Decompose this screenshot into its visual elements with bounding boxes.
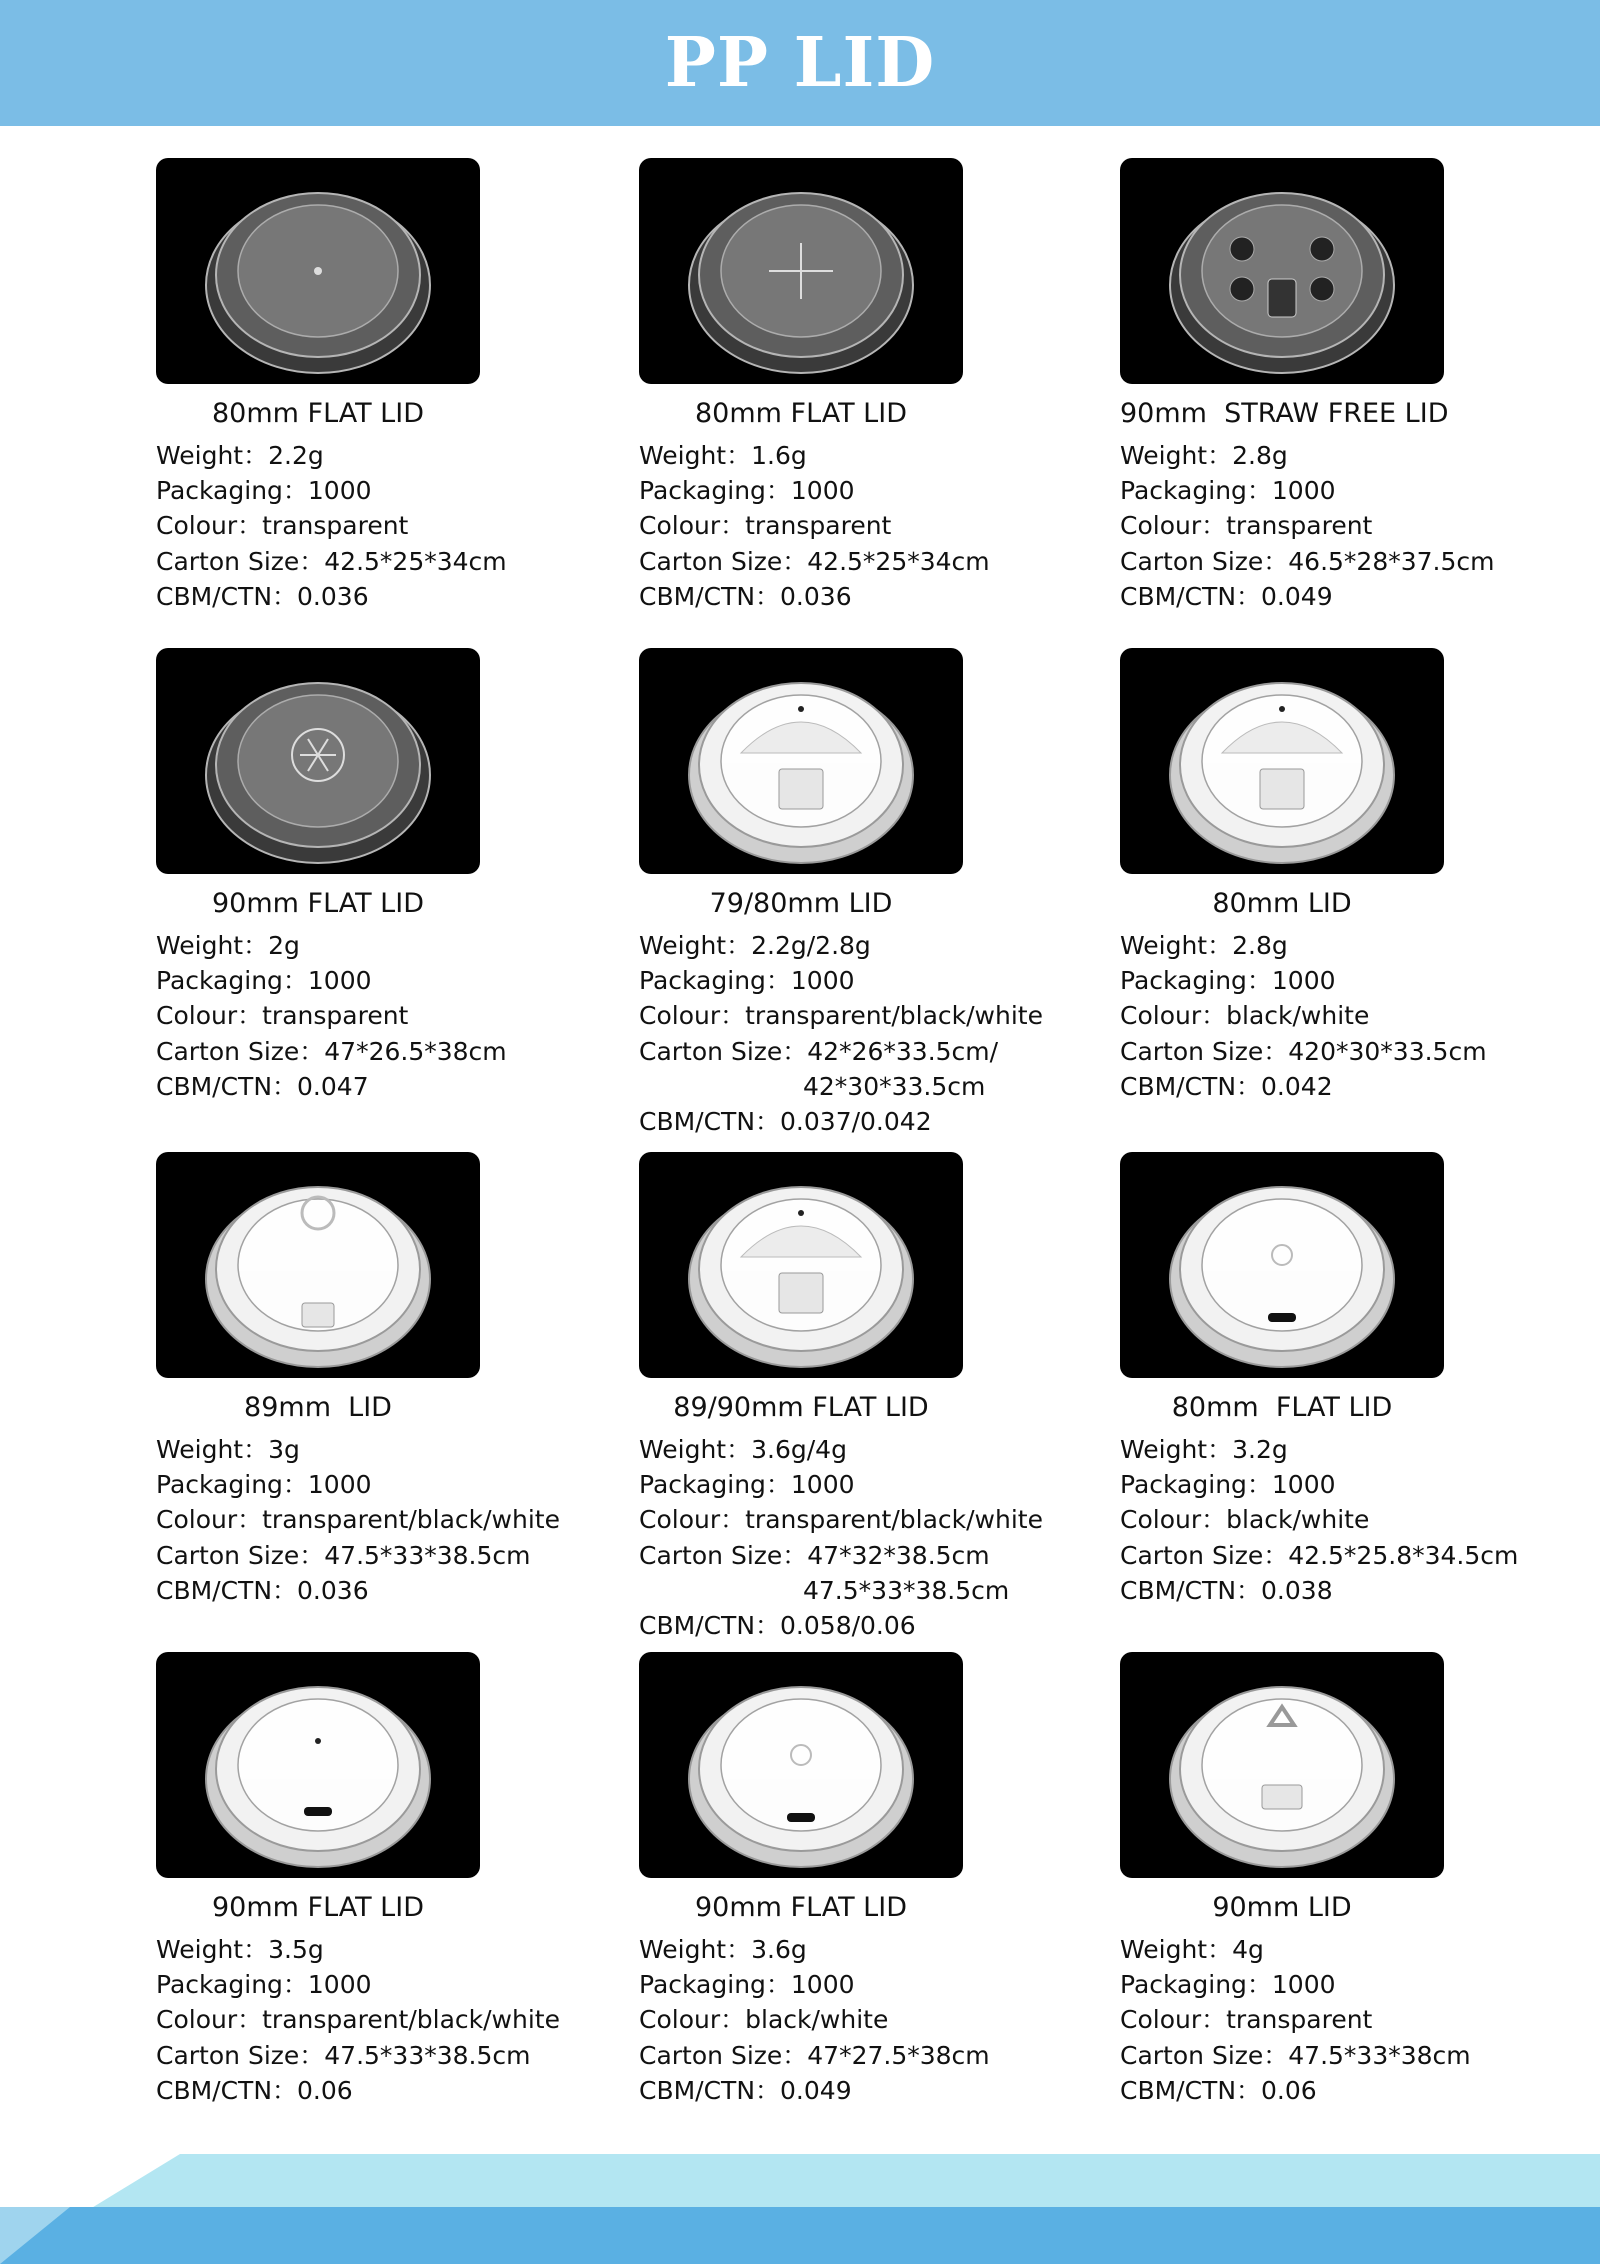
- spec-label-packaging: Packaging：: [639, 476, 791, 506]
- spec-colour: [639, 1502, 1109, 1537]
- product-specs: [1120, 438, 1590, 614]
- product-specs: [156, 1432, 626, 1608]
- spec-colour: [156, 2002, 626, 2037]
- spec-packaging: [639, 473, 1109, 508]
- spec-label-carton-size: Carton Size：: [156, 1036, 325, 1066]
- product-specs: [156, 928, 626, 1104]
- spec-carton-size: [156, 2038, 626, 2073]
- spec-value-carton-size: 42.5*25*34cm: [324, 546, 507, 576]
- spec-label-packaging: Packaging：: [639, 966, 791, 996]
- spec-value-cbm: 0.047: [297, 1071, 369, 1101]
- spec-weight: [1120, 928, 1590, 963]
- spec-value-carton-size: 42.5*25.8*34.5cm: [1288, 1540, 1519, 1570]
- spec-value-cbm: 0.038: [1261, 1575, 1333, 1605]
- spec-cbm: [639, 579, 1109, 614]
- product-card: [639, 158, 1109, 614]
- spec-colour: [156, 998, 626, 1033]
- spec-value-colour: transparent: [262, 511, 409, 541]
- spec-label-weight: Weight：: [156, 931, 269, 960]
- white-hot-contents-lid-photo-2: [639, 1652, 963, 1878]
- spec-weight: [639, 1432, 1109, 1467]
- spec-cbm: [1120, 579, 1590, 614]
- spec-label-colour: Colour：: [1120, 1505, 1227, 1535]
- spec-cbm: [156, 1069, 626, 1104]
- spec-value-colour: transparent: [1226, 2005, 1373, 2035]
- white-dome-sip-lid-photo: [1120, 648, 1444, 874]
- spec-packaging: [639, 1467, 1109, 1502]
- product-card: [156, 1152, 626, 1608]
- spec-value-carton-size: 47.5*33*38cm: [1288, 2040, 1471, 2070]
- spec-label-packaging: Packaging：: [1120, 1470, 1272, 1500]
- spec-weight: [639, 928, 1109, 963]
- spec-colour: [1120, 998, 1590, 1033]
- spec-carton-size: [156, 544, 626, 579]
- product-specs: [639, 928, 1109, 1139]
- spec-weight: [156, 928, 626, 963]
- spec-value-colour: transparent: [745, 511, 892, 541]
- spec-label-colour: Colour：: [156, 511, 263, 541]
- spec-label-cbm: CBM/CTN：: [639, 2075, 781, 2105]
- spec-label-packaging: Packaging：: [639, 1970, 791, 2000]
- clear-flat-lid-cross-photo: [639, 158, 963, 384]
- spec-label-weight: Weight：: [639, 441, 752, 470]
- spec-value-weight: 1.6g: [751, 441, 807, 470]
- product-card: [1120, 648, 1590, 1104]
- spec-label-colour: Colour：: [1120, 1001, 1227, 1031]
- spec-label-colour: Colour：: [1120, 2005, 1227, 2035]
- spec-label-packaging: Packaging：: [156, 476, 308, 506]
- spec-value-weight: 2.2g: [268, 441, 324, 470]
- spec-weight: [1120, 438, 1590, 473]
- spec-weight: [1120, 1432, 1590, 1467]
- spec-value-cbm: 0.06: [297, 2075, 353, 2105]
- spec-value-colour: black/white: [1226, 1001, 1370, 1031]
- product-specs: [1120, 928, 1590, 1104]
- spec-value-cbm: 0.036: [297, 1575, 369, 1605]
- spec-value-packaging: 1000: [1271, 966, 1336, 996]
- spec-label-colour: Colour：: [639, 511, 746, 541]
- product-title: 80mm FLAT LID: [1171, 1392, 1393, 1423]
- spec-label-weight: Weight：: [1120, 441, 1233, 470]
- spec-cbm: [639, 2073, 1109, 2108]
- spec-value-carton-size: 420*30*33.5cm: [1288, 1036, 1487, 1066]
- spec-value-packaging: 1000: [790, 1970, 855, 2000]
- spec-value-carton-size: 47*26.5*38cm: [324, 1036, 507, 1066]
- white-dome-sip-lid-photo-2: [639, 1152, 963, 1378]
- spec-carton-size: [156, 1538, 626, 1573]
- spec-label-packaging: Packaging：: [156, 1470, 308, 1500]
- spec-label-cbm: CBM/CTN：: [1120, 581, 1262, 611]
- clear-flat-lid-photo: [156, 158, 480, 384]
- spec-colour: [1120, 2002, 1590, 2037]
- product-title: 80mm FLAT LID: [212, 398, 424, 429]
- spec-weight: [156, 438, 626, 473]
- spec-label-cbm: CBM/CTN：: [1120, 1071, 1262, 1101]
- spec-cbm: [1120, 2073, 1590, 2108]
- spec-label-carton-size: Carton Size：: [156, 1540, 325, 1570]
- product-specs: [156, 438, 626, 614]
- spec-value-weight: 3.5g: [268, 1935, 324, 1964]
- product-title: 79/80mm LID: [709, 888, 893, 919]
- spec-label-packaging: Packaging：: [639, 1470, 791, 1500]
- spec-carton-size: [639, 1034, 1109, 1069]
- spec-value-packaging: 1000: [1271, 476, 1336, 506]
- spec-label-colour: Colour：: [156, 1505, 263, 1535]
- product-title: 90mm STRAW FREE LID: [1120, 398, 1449, 429]
- spec-label-colour: Colour：: [639, 1505, 746, 1535]
- spec-packaging: [639, 963, 1109, 998]
- spec-colour: [1120, 508, 1590, 543]
- spec-label-carton-size: Carton Size：: [1120, 546, 1289, 576]
- spec-cbm: [156, 1573, 626, 1608]
- product-card: [156, 158, 626, 614]
- spec-label-cbm: CBM/CTN：: [639, 1611, 781, 1641]
- spec-value-cbm: 0.037/0.042: [780, 1107, 932, 1137]
- spec-value-colour: transparent/black/white: [262, 2005, 560, 2035]
- spec-label-weight: Weight：: [639, 1935, 752, 1964]
- spec-weight: [639, 438, 1109, 473]
- spec-cbm: [1120, 1573, 1590, 1608]
- spec-weight: [156, 1432, 626, 1467]
- spec-label-carton-size: Carton Size：: [1120, 1036, 1289, 1066]
- product-specs: [1120, 1432, 1590, 1608]
- spec-value-carton-size-2: 42*30*33.5cm: [803, 1071, 986, 1101]
- spec-value-carton-size-2: 47.5*33*38.5cm: [803, 1575, 1010, 1605]
- spec-label-cbm: CBM/CTN：: [1120, 1575, 1262, 1605]
- product-specs: [156, 1932, 626, 2108]
- spec-packaging: [639, 1967, 1109, 2002]
- spec-value-weight: 3.2g: [1232, 1435, 1288, 1464]
- spec-value-cbm: 0.036: [780, 581, 852, 611]
- spec-value-weight: 3g: [268, 1435, 300, 1464]
- spec-weight: [639, 1932, 1109, 1967]
- spec-value-carton-size: 47*32*38.5cm: [807, 1540, 990, 1570]
- spec-value-packaging: 1000: [1271, 1470, 1336, 1500]
- spec-label-weight: Weight：: [639, 1435, 752, 1464]
- spec-label-colour: Colour：: [639, 1001, 746, 1031]
- spec-value-cbm: 0.06: [1261, 2075, 1317, 2105]
- spec-colour: [639, 508, 1109, 543]
- spec-value-carton-size: 42*26*33.5cm/: [807, 1036, 999, 1066]
- spec-value-packaging: 1000: [307, 476, 372, 506]
- product-card: [1120, 1152, 1590, 1608]
- spec-label-carton-size: Carton Size：: [1120, 1540, 1289, 1570]
- spec-label-weight: Weight：: [1120, 931, 1233, 960]
- spec-packaging: [156, 1967, 626, 2002]
- spec-label-packaging: Packaging：: [1120, 966, 1272, 996]
- product-card: [639, 1152, 1109, 1643]
- white-sip-lid-photo: [639, 648, 963, 874]
- product-title: 90mm LID: [1212, 1892, 1352, 1923]
- spec-packaging: [1120, 1467, 1590, 1502]
- white-hot-contents-lid-photo: [1120, 1152, 1444, 1378]
- spec-label-colour: Colour：: [156, 1001, 263, 1031]
- spec-label-carton-size: Carton Size：: [639, 1036, 808, 1066]
- spec-label-weight: Weight：: [1120, 1935, 1233, 1964]
- spec-label-packaging: Packaging：: [156, 966, 308, 996]
- spec-value-weight: 3.6g: [751, 1935, 807, 1964]
- spec-value-colour: black/white: [745, 2005, 889, 2035]
- spec-packaging: [156, 963, 626, 998]
- spec-label-weight: Weight：: [156, 441, 269, 470]
- spec-label-weight: Weight：: [639, 931, 752, 960]
- spec-value-cbm: 0.049: [780, 2075, 852, 2105]
- spec-label-colour: Colour：: [639, 2005, 746, 2035]
- spec-carton-size: [1120, 1034, 1590, 1069]
- spec-carton-size: [1120, 544, 1590, 579]
- spec-label-cbm: CBM/CTN：: [639, 1107, 781, 1137]
- spec-value-carton-size: 46.5*28*37.5cm: [1288, 546, 1495, 576]
- spec-value-cbm: 0.049: [1261, 581, 1333, 611]
- spec-value-weight: 2.8g: [1232, 931, 1288, 960]
- spec-value-weight: 3.6g/4g: [751, 1435, 847, 1464]
- spec-carton-size-2: [639, 1069, 1109, 1104]
- product-card: [156, 648, 626, 1104]
- spec-cbm: [156, 2073, 626, 2108]
- spec-value-weight: 2g: [268, 931, 300, 960]
- white-dome-lid-photo: [156, 1652, 480, 1878]
- spec-weight: [1120, 1932, 1590, 1967]
- page-title: PP LID: [664, 23, 936, 103]
- product-card: [1120, 1652, 1590, 2108]
- white-dome-tab-lid-photo: [1120, 1652, 1444, 1878]
- spec-label-cbm: CBM/CTN：: [156, 1575, 298, 1605]
- spec-label-carton-size: Carton Size：: [156, 2040, 325, 2070]
- spec-value-carton-size: 47*27.5*38cm: [807, 2040, 990, 2070]
- spec-cbm: [639, 1608, 1109, 1643]
- spec-carton-size: [156, 1034, 626, 1069]
- spec-packaging: [156, 473, 626, 508]
- spec-weight: [156, 1932, 626, 1967]
- spec-label-packaging: Packaging：: [1120, 476, 1272, 506]
- spec-label-carton-size: Carton Size：: [1120, 2040, 1289, 2070]
- product-title: 90mm FLAT LID: [212, 888, 424, 919]
- spec-label-cbm: CBM/CTN：: [639, 581, 781, 611]
- spec-carton-size-2: [639, 1573, 1109, 1608]
- spec-cbm: [1120, 1069, 1590, 1104]
- product-title: 89/90mm FLAT LID: [673, 1392, 929, 1423]
- spec-value-carton-size: 47.5*33*38.5cm: [324, 2040, 531, 2070]
- spec-value-carton-size: 42.5*25*34cm: [807, 546, 990, 576]
- spec-value-packaging: 1000: [307, 1970, 372, 2000]
- spec-value-colour: black/white: [1226, 1505, 1370, 1535]
- spec-carton-size: [1120, 1538, 1590, 1573]
- product-title: 80mm FLAT LID: [695, 398, 907, 429]
- product-title: 80mm LID: [1212, 888, 1352, 919]
- product-title: 90mm FLAT LID: [695, 1892, 907, 1923]
- spec-value-weight: 2.8g: [1232, 441, 1288, 470]
- spec-label-carton-size: Carton Size：: [639, 546, 808, 576]
- spec-packaging: [1120, 473, 1590, 508]
- white-round-sip-lid-photo: [156, 1152, 480, 1378]
- spec-label-carton-size: Carton Size：: [639, 1540, 808, 1570]
- spec-carton-size: [1120, 2038, 1590, 2073]
- spec-label-weight: Weight：: [156, 1435, 269, 1464]
- spec-label-weight: Weight：: [1120, 1435, 1233, 1464]
- spec-packaging: [1120, 1967, 1590, 2002]
- spec-label-carton-size: Carton Size：: [639, 2040, 808, 2070]
- spec-label-carton-size: Carton Size：: [156, 546, 325, 576]
- clear-straw-free-lid-photo: [1120, 158, 1444, 384]
- spec-colour: [639, 998, 1109, 1033]
- spec-label-colour: Colour：: [156, 2005, 263, 2035]
- spec-value-cbm: 0.058/0.06: [780, 1611, 916, 1641]
- page-header: [0, 0, 1600, 126]
- product-specs: [1120, 1932, 1590, 2108]
- spec-carton-size: [639, 2038, 1109, 2073]
- spec-value-carton-size: 47.5*33*38.5cm: [324, 1540, 531, 1570]
- spec-label-colour: Colour：: [1120, 511, 1227, 541]
- spec-label-packaging: Packaging：: [1120, 1970, 1272, 2000]
- spec-value-cbm: 0.036: [297, 581, 369, 611]
- spec-value-weight: 4g: [1232, 1935, 1264, 1964]
- spec-value-colour: transparent: [262, 1001, 409, 1031]
- product-title: 89mm LID: [244, 1392, 392, 1423]
- spec-label-cbm: CBM/CTN：: [156, 2075, 298, 2105]
- spec-value-colour: transparent/black/white: [745, 1505, 1043, 1535]
- product-specs: [639, 1932, 1109, 2108]
- spec-value-colour: transparent/black/white: [745, 1001, 1043, 1031]
- spec-label-weight: Weight：: [156, 1935, 269, 1964]
- product-specs: [639, 1432, 1109, 1643]
- spec-colour: [156, 508, 626, 543]
- spec-label-packaging: Packaging：: [156, 1970, 308, 2000]
- spec-value-packaging: 1000: [790, 966, 855, 996]
- spec-packaging: [156, 1467, 626, 1502]
- footer-band-dark: [0, 2207, 1600, 2264]
- spec-carton-size: [639, 1538, 1109, 1573]
- spec-colour: [156, 1502, 626, 1537]
- spec-cbm: [156, 579, 626, 614]
- spec-value-packaging: 1000: [790, 1470, 855, 1500]
- spec-value-cbm: 0.042: [1261, 1071, 1333, 1101]
- spec-value-packaging: 1000: [307, 966, 372, 996]
- spec-value-packaging: 1000: [1271, 1970, 1336, 2000]
- product-title: 90mm FLAT LID: [212, 1892, 424, 1923]
- product-card: [1120, 158, 1590, 614]
- product-specs: [639, 438, 1109, 614]
- spec-packaging: [1120, 963, 1590, 998]
- spec-label-cbm: CBM/CTN：: [1120, 2075, 1262, 2105]
- spec-value-packaging: 1000: [307, 1470, 372, 1500]
- spec-carton-size: [639, 544, 1109, 579]
- spec-value-weight: 2.2g/2.8g: [751, 931, 871, 960]
- spec-value-packaging: 1000: [790, 476, 855, 506]
- spec-label-cbm: CBM/CTN：: [156, 581, 298, 611]
- product-card: [639, 1652, 1109, 2108]
- spec-label-cbm: CBM/CTN：: [156, 1071, 298, 1101]
- spec-colour: [639, 2002, 1109, 2037]
- spec-colour: [1120, 1502, 1590, 1537]
- clear-flat-lid-star-photo: [156, 648, 480, 874]
- product-card: [639, 648, 1109, 1139]
- spec-value-colour: transparent: [1226, 511, 1373, 541]
- spec-value-colour: transparent/black/white: [262, 1505, 560, 1535]
- spec-cbm: [639, 1104, 1109, 1139]
- product-card: [156, 1652, 626, 2108]
